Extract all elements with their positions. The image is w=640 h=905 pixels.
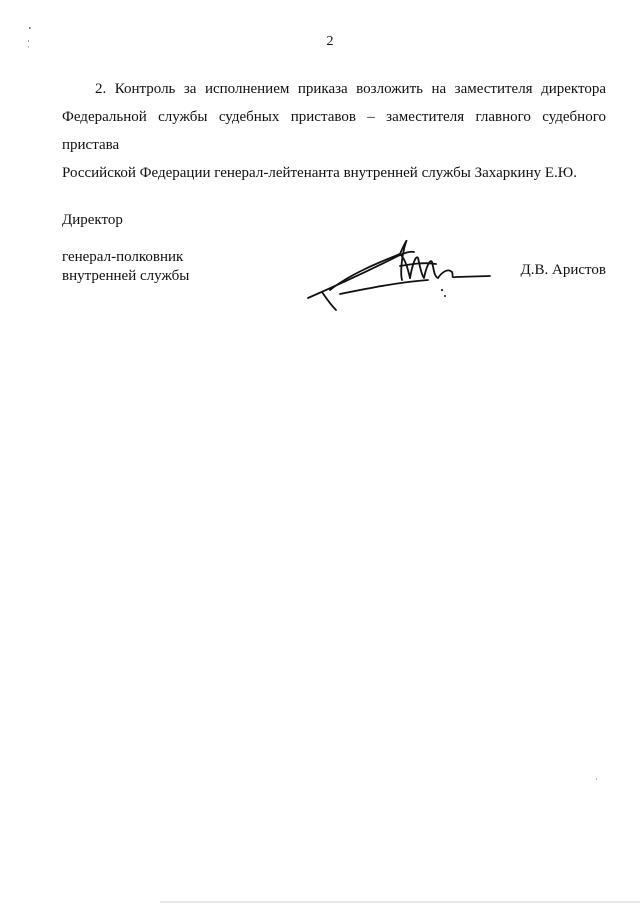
page-number: 2 (326, 34, 334, 49)
signer-rank-line-1: генерал-полковник (62, 249, 184, 265)
handwritten-signature (300, 232, 500, 312)
signer-rank-line-2: внутренней службы (62, 268, 190, 284)
signer-title: Директор (62, 212, 123, 228)
signer-rank (62, 248, 189, 286)
signer-name: Д.В. Аристов (520, 262, 606, 278)
main-paragraph (62, 75, 606, 187)
paragraph-line-3: Российской Федерации генерал-лейтенанта внутренней службы Захаркину Е.Ю. (62, 165, 577, 181)
paragraph-line-1: 2. Контроль за исполнением приказа возложить на заместителя директора (95, 81, 606, 97)
paragraph-line-2: Федеральной службы судебных приставов – заместителя главного судебного пристава (62, 109, 606, 153)
